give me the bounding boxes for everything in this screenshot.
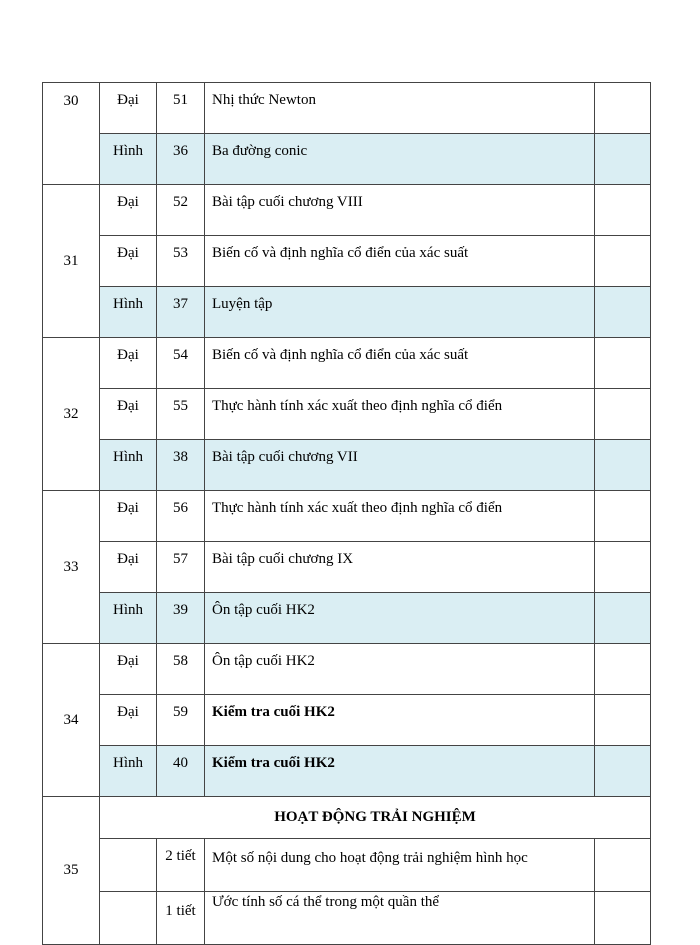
note-cell — [595, 389, 651, 440]
lesson-number: 59 — [157, 695, 205, 746]
activity-title: Ước tính số cá thể trong một quần thể — [205, 892, 595, 945]
table-row — [43, 287, 651, 338]
week-number: 34 — [43, 644, 100, 797]
subject-cell: Hình — [100, 746, 157, 797]
week-number: 30 — [43, 83, 100, 185]
subject-cell: Đại — [100, 236, 157, 287]
table-row — [43, 185, 651, 236]
note-cell — [595, 440, 651, 491]
table-row — [43, 338, 651, 389]
note-cell — [595, 134, 651, 185]
lesson-title: Biến cố và định nghĩa cổ điển của xác suất — [205, 236, 595, 287]
activity-title: Một số nội dung cho hoạt động trải nghiệm hình học — [205, 839, 595, 892]
table-row — [43, 542, 651, 593]
table-row — [43, 746, 651, 797]
table-row — [43, 797, 651, 839]
table-row — [43, 839, 651, 892]
lesson-number: 58 — [157, 644, 205, 695]
table-row — [43, 389, 651, 440]
lesson-number: 55 — [157, 389, 205, 440]
note-cell — [595, 491, 651, 542]
note-cell — [595, 287, 651, 338]
lesson-number: 52 — [157, 185, 205, 236]
lesson-number: 38 — [157, 440, 205, 491]
lesson-title: Ôn tập cuối HK2 — [205, 593, 595, 644]
lesson-title: Nhị thức Newton — [205, 83, 595, 134]
periods-cell: 1 tiết — [157, 892, 205, 945]
note-cell — [595, 644, 651, 695]
activity-header: HOẠT ĐỘNG TRẢI NGHIỆM — [100, 797, 651, 839]
lesson-number: 37 — [157, 287, 205, 338]
table-row — [43, 440, 651, 491]
note-cell — [595, 746, 651, 797]
table-row — [43, 83, 651, 134]
table-row — [43, 491, 651, 542]
subject-cell — [100, 892, 157, 945]
subject-cell: Hình — [100, 134, 157, 185]
subject-cell: Đại — [100, 83, 157, 134]
subject-cell: Đại — [100, 542, 157, 593]
lesson-title: Ba đường conic — [205, 134, 595, 185]
lesson-number: 36 — [157, 134, 205, 185]
note-cell — [595, 185, 651, 236]
lesson-title: Ôn tập cuối HK2 — [205, 644, 595, 695]
lesson-number: 57 — [157, 542, 205, 593]
subject-cell: Đại — [100, 695, 157, 746]
table-row — [43, 644, 651, 695]
week-number: 33 — [43, 491, 100, 644]
lesson-title: Bài tập cuối chương VII — [205, 440, 595, 491]
note-cell — [595, 338, 651, 389]
note-cell — [595, 839, 651, 892]
lesson-number: 51 — [157, 83, 205, 134]
table-row — [43, 892, 651, 945]
table-row — [43, 593, 651, 644]
lesson-number: 53 — [157, 236, 205, 287]
table-row — [43, 236, 651, 287]
week-number: 32 — [43, 338, 100, 491]
table-row — [43, 695, 651, 746]
lesson-number: 54 — [157, 338, 205, 389]
note-cell — [595, 83, 651, 134]
lesson-title: Biến cố và định nghĩa cổ điển của xác suất — [205, 338, 595, 389]
subject-cell — [100, 839, 157, 892]
week-number: 31 — [43, 185, 100, 338]
note-cell — [595, 892, 651, 945]
lesson-number: 56 — [157, 491, 205, 542]
subject-cell: Đại — [100, 338, 157, 389]
lesson-title: Thực hành tính xác xuất theo định nghĩa cổ điển — [205, 389, 595, 440]
subject-cell: Đại — [100, 389, 157, 440]
lesson-title: Bài tập cuối chương IX — [205, 542, 595, 593]
lesson-title: Kiểm tra cuối HK2 — [205, 746, 595, 797]
subject-cell: Hình — [100, 593, 157, 644]
subject-cell: Đại — [100, 185, 157, 236]
subject-cell: Đại — [100, 491, 157, 542]
subject-cell: Hình — [100, 287, 157, 338]
subject-cell: Hình — [100, 440, 157, 491]
lesson-title: Thực hành tính xác xuất theo định nghĩa cổ điển — [205, 491, 595, 542]
note-cell — [595, 593, 651, 644]
week-number: 35 — [43, 797, 100, 945]
note-cell — [595, 542, 651, 593]
table-row — [43, 134, 651, 185]
lesson-number: 39 — [157, 593, 205, 644]
note-cell — [595, 695, 651, 746]
periods-cell: 2 tiết — [157, 839, 205, 892]
lesson-title: Kiểm tra cuối HK2 — [205, 695, 595, 746]
lesson-title: Bài tập cuối chương VIII — [205, 185, 595, 236]
lesson-title: Luyện tập — [205, 287, 595, 338]
subject-cell: Đại — [100, 644, 157, 695]
note-cell — [595, 236, 651, 287]
lesson-number: 40 — [157, 746, 205, 797]
lesson-plan-table — [42, 82, 651, 945]
